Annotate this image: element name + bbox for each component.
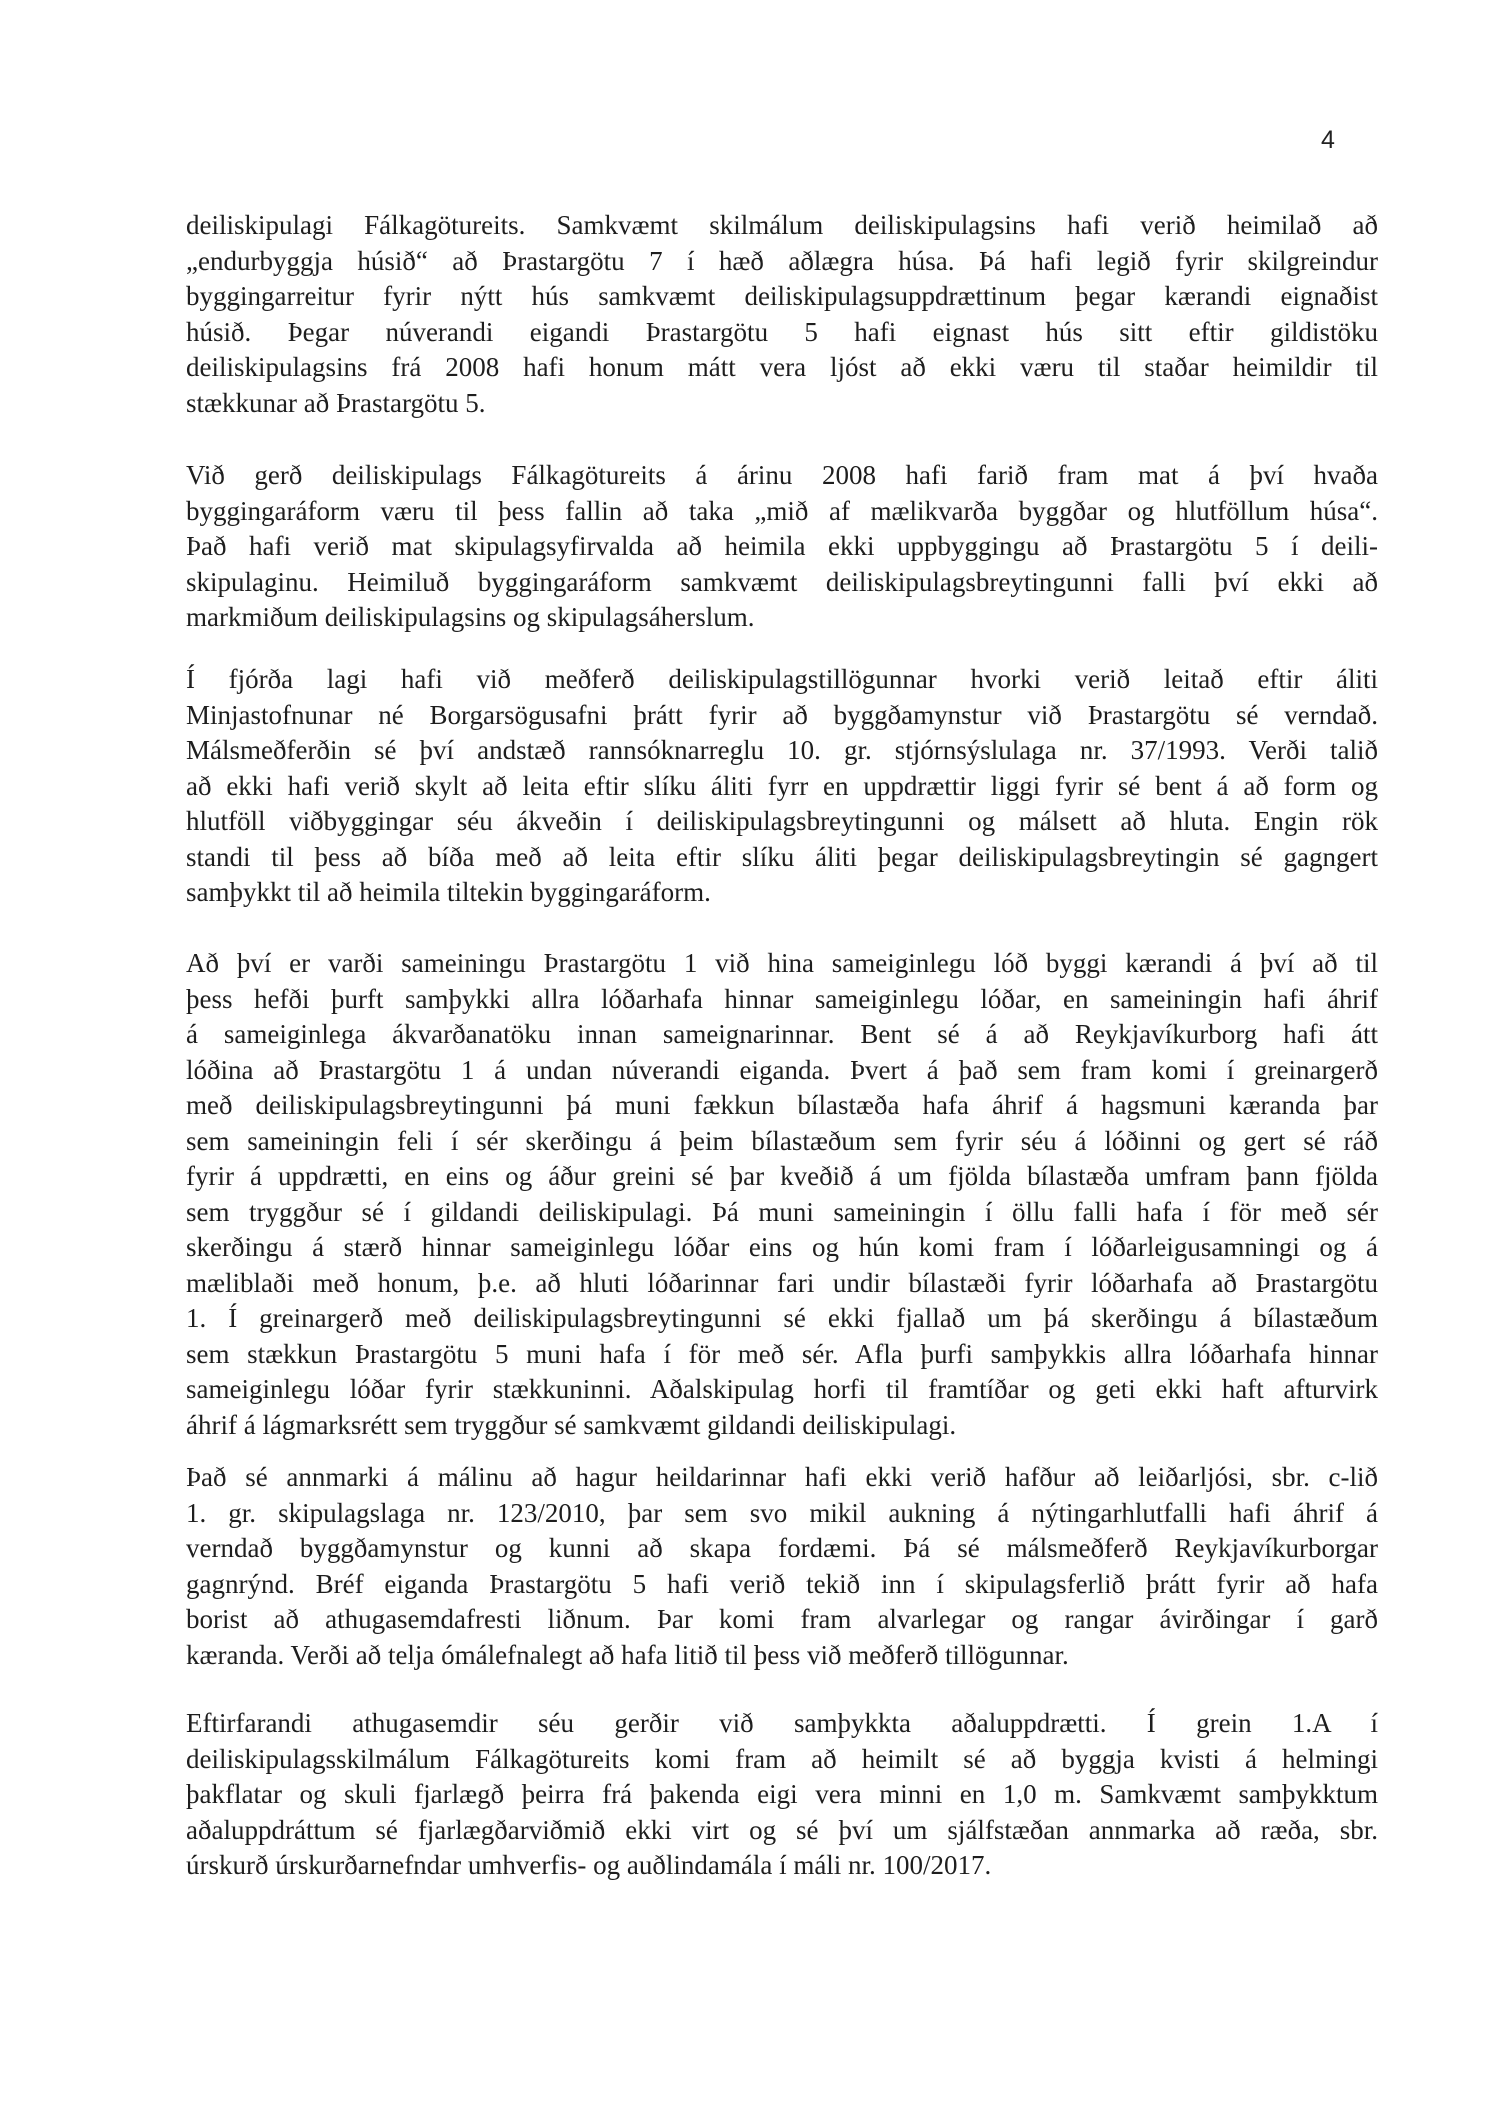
text-line: húsið. Þegar núverandi eigandi Þrastargötu 5 hafi eignast hús sitt eftir gildistöku (186, 316, 1378, 347)
text-line: 1. Í greinargerð með deiliskipulagsbreytingunni sé ekki fjallað um þá skerðingu á bílastæðum (186, 1303, 1378, 1333)
paragraph-4 (186, 946, 1378, 1443)
text-line: á sameiginlega ákvarðanatöku innan sameignarinnar. Bent sé á að Reykjavíkurborg hafi átt (186, 1019, 1378, 1049)
text-line: áhrif á lágmarksrétt sem tryggður sé samkvæmt gildandi deiliskipulagi. (186, 1409, 957, 1440)
text-line: þess hefði þurft samþykki allra lóðarhafa hinnar sameiginlegu lóðar, en sameiningin hafi áhrif (186, 983, 1378, 1014)
text-line: fyrir á uppdrætti, en eins og áður greini sé þar kveðið á um fjölda bílastæða umfram þann fjölda (186, 1161, 1378, 1191)
text-line: sem tryggður sé í gildandi deiliskipulagi. Þá muni sameiningin í öllu falli hafa í för með sér (186, 1196, 1378, 1227)
text-line: markmiðum deiliskipulagsins og skipulagsáherslum. (186, 602, 755, 632)
text-line: Minjastofnunar né Borgarsögusafni þrátt fyrir að byggðamynstur við Þrastargötu sé verndað. (186, 699, 1378, 730)
text-line: aðaluppdráttum sé fjarlægðarviðmið ekki virt og sé því um sjálfstæðan annmarka að ræða, sbr. (186, 1814, 1378, 1845)
text-line: sem stækkun Þrastargötu 5 muni hafa í för með sér. Afla þurfi samþykkis allra lóðarhafa hinnar (186, 1338, 1378, 1369)
text-line: Í fjórða lagi hafi við meðferð deiliskipulagstillögunnar hvorki verið leitað eftir áliti (186, 664, 1378, 694)
text-line: Það sé annmarki á málinu að hagur heildarinnar hafi ekki verið hafður að leiðarljósi, sbr. c-lið (186, 1462, 1378, 1492)
text-line: verndað byggðamynstur og kunni að skapa fordæmi. Þá sé málsmeðferð Reykjavíkurborgar (186, 1533, 1378, 1563)
paragraph-5 (186, 1460, 1378, 1673)
text-line: Að því er varði sameiningu Þrastargötu 1 við hina sameiginlegu lóð byggi kærandi á því að til (186, 948, 1378, 978)
paragraph-3 (186, 662, 1378, 911)
text-line: „endurbyggja húsið“ að Þrastargötu 7 í hæð aðlægra húsa. Þá hafi legið fyrir skilgreindur (186, 245, 1378, 276)
text-line: skerðingu á stærð hinnar sameiginlegu lóðar eins og hún komi fram í lóðarleigusamningi og á (186, 1232, 1378, 1262)
text-line: þakflatar og skuli fjarlægð þeirra frá þakenda eigi vera minni en 1,0 m. Samkvæmt samþykktum (186, 1779, 1378, 1809)
text-line: byggingarreitur fyrir nýtt hús samkvæmt deiliskipulagsuppdrættinum þegar kærandi eignaðist (186, 281, 1378, 311)
text-line: úrskurð úrskurðarnefndar umhverfis- og auðlindamála í máli nr. 100/2017. (186, 1850, 992, 1880)
text-line: Við gerð deiliskipulags Fálkagötureits á árinu 2008 hafi farið fram mat á því hvaða (186, 460, 1378, 490)
text-line: samþykkt til að heimila tiltekin byggingaráform. (186, 877, 711, 907)
text-line: standi til þess að bíða með að leita eftir slíku áliti þegar deiliskipulagsbreytingin sé gagngert (186, 841, 1378, 872)
text-line: Eftirfarandi athugasemdir séu gerðir við samþykkta aðaluppdrætti. Í grein 1.A í (186, 1708, 1378, 1738)
text-line: skipulaginu. Heimiluð byggingaráform samkvæmt deiliskipulagsbreytingunni falli því ekki að (186, 566, 1378, 597)
paragraph-1 (186, 208, 1378, 421)
text-line: gagnrýnd. Bréf eiganda Þrastargötu 5 hafi verið tekið inn í skipulagsferlið þrátt fyrir að hafa (186, 1568, 1378, 1599)
text-line: hlutföll viðbyggingar séu ákveðin í deiliskipulagsbreytingunni og málsett að hluta. Engin rök (186, 806, 1378, 836)
paragraph-2 (186, 458, 1378, 636)
text-line: deiliskipulagi Fálkagötureits. Samkvæmt skilmálum deiliskipulagsins hafi verið heimilað að (186, 210, 1378, 240)
text-line: 1. gr. skipulagslaga nr. 123/2010, þar sem svo mikil aukning á nýtingarhlutfalli hafi áhrif á (186, 1497, 1378, 1528)
text-line: stækkunar að Þrastargötu 5. (186, 387, 486, 418)
text-line: sem sameiningin feli í sér skerðingu á þeim bílastæðum sem fyrir séu á lóðinni og gert sé ráð (186, 1125, 1378, 1156)
text-line: með deiliskipulagsbreytingunni þá muni fækkun bílastæða hafa áhrif á hagsmuni kæranda þar (186, 1090, 1378, 1120)
page-number: 4 (1321, 126, 1335, 154)
text-line: sameiginlegu lóðar fyrir stækkuninni. Aðalskipulag horfi til framtíðar og geti ekki haft afturvirk (186, 1374, 1378, 1404)
text-line: Það hafi verið mat skipulagsyfirvalda að heimila ekki uppbyggingu að Þrastargötu 5 í deili- (186, 531, 1378, 561)
text-line: mæliblaði með honum, þ.e. að hluti lóðarinnar fari undir bílastæði fyrir lóðarhafa að Þrastargötu (186, 1267, 1378, 1298)
text-line: deiliskipulagsskilmálum Fálkagötureits komi fram að heimilt sé að byggja kvisti á helmingi (186, 1743, 1378, 1774)
paragraph-6 (186, 1706, 1378, 1884)
text-line: byggingaráform væru til þess fallin að taka „mið af mælikvarða byggðar og hlutföllum húsa“. (186, 495, 1378, 526)
text-line: að ekki hafi verið skylt að leita eftir slíku áliti fyrr en uppdrættir liggi fyrir sé bent á að form og (186, 770, 1378, 801)
text-line: deiliskipulagsins frá 2008 hafi honum mátt vera ljóst að ekki væru til staðar heimildir til (186, 352, 1378, 382)
text-line: borist að athugasemdafresti liðnum. Þar komi fram alvarlegar og rangar ávirðingar í garð (186, 1604, 1378, 1634)
text-line: kæranda. Verði að telja ómálefnalegt að hafa litið til þess við meðferð tillögunnar. (186, 1639, 1069, 1670)
text-line: lóðina að Þrastargötu 1 á undan núverandi eiganda. Þvert á það sem fram komi í greinargerð (186, 1054, 1378, 1085)
text-line: Málsmeðferðin sé því andstæð rannsóknarreglu 10. gr. stjórnsýslulaga nr. 37/1993. Verði talið (186, 735, 1378, 765)
